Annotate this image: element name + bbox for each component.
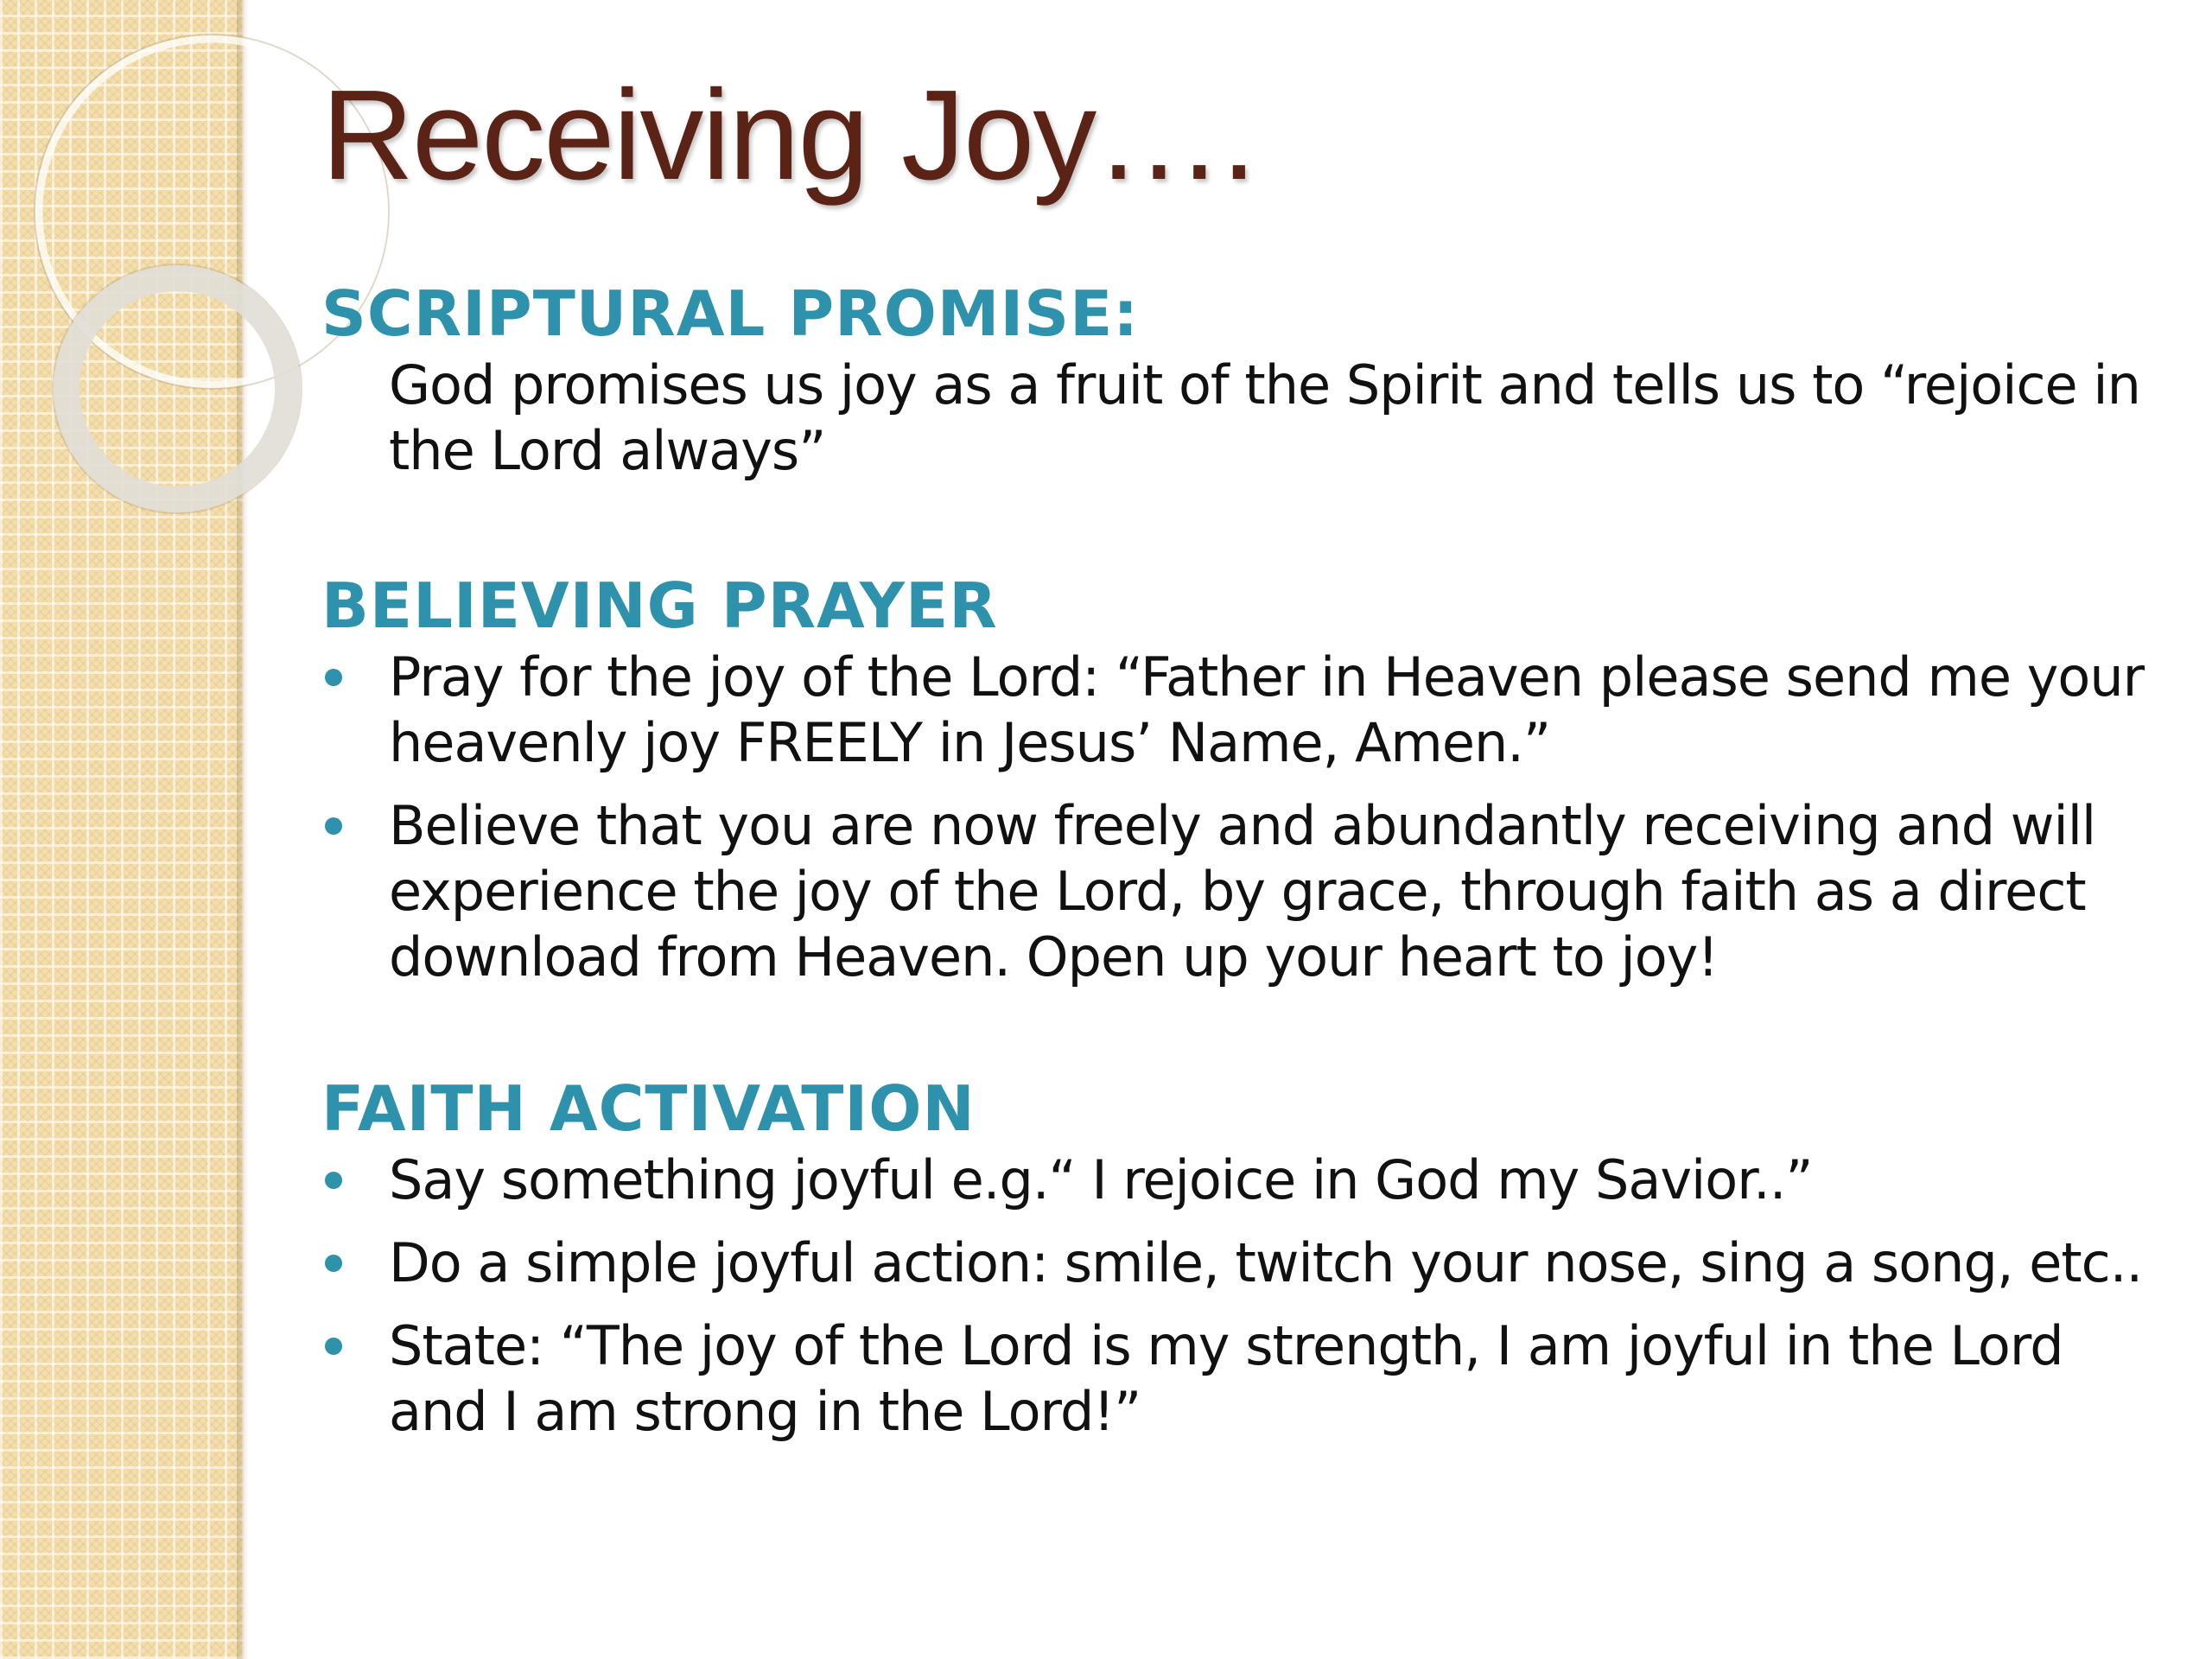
list-item-text: Believe that you are now freely and abundantly receiving and will experience the joy of the Lord, by grace, through faith as a direct download from Heaven. Open up your heart to joy!: [389, 794, 2096, 988]
slide-title: Receiving Joy….: [321, 64, 1255, 207]
bullet-list: [321, 1147, 2162, 1445]
section-heading: BELIEVING PRAYER: [321, 569, 998, 642]
bullet-icon: [325, 1255, 342, 1272]
list-item-text: Say something joyful e.g.“ I rejoice in God my Savior..”: [389, 1148, 1813, 1211]
section-heading: FAITH ACTIVATION: [321, 1072, 976, 1145]
bullet-icon: [325, 1338, 342, 1355]
bullet-icon: [325, 1172, 342, 1189]
bullet-icon: [325, 669, 342, 686]
section-paragraph: God promises us joy as a fruit of the Spirit and tells us to “rejoice in the Lord always”: [389, 353, 2140, 482]
list-item-text: Pray for the joy of the Lord: “Father in Heaven please send me your heavenly joy FREELY in Jesus’ Name, Amen.”: [389, 645, 2145, 774]
bullet-icon: [325, 817, 342, 835]
section-scriptural-promise: [321, 275, 2162, 484]
small-ring: [67, 278, 288, 499]
list-item: [321, 793, 2162, 990]
decorative-rings-icon: [0, 0, 259, 553]
list-item-text: State: “The joy of the Lord is my strength, I am joyful in the Lord and I am strong in the Lord!”: [389, 1314, 2063, 1443]
section-heading: SCRIPTURAL PROMISE:: [321, 277, 1140, 350]
list-item: [321, 645, 2162, 776]
list-item: [321, 1230, 2162, 1296]
list-item: [321, 1313, 2162, 1445]
list-item: [321, 1147, 2162, 1213]
section-faith-activation: [321, 1070, 2162, 1445]
list-item-text: Do a simple joyful action: smile, twitch your nose, sing a song, etc..: [389, 1231, 2143, 1294]
section-believing-prayer: [321, 567, 2162, 990]
bullet-list: [321, 645, 2162, 990]
slide-content: [321, 275, 2162, 1462]
